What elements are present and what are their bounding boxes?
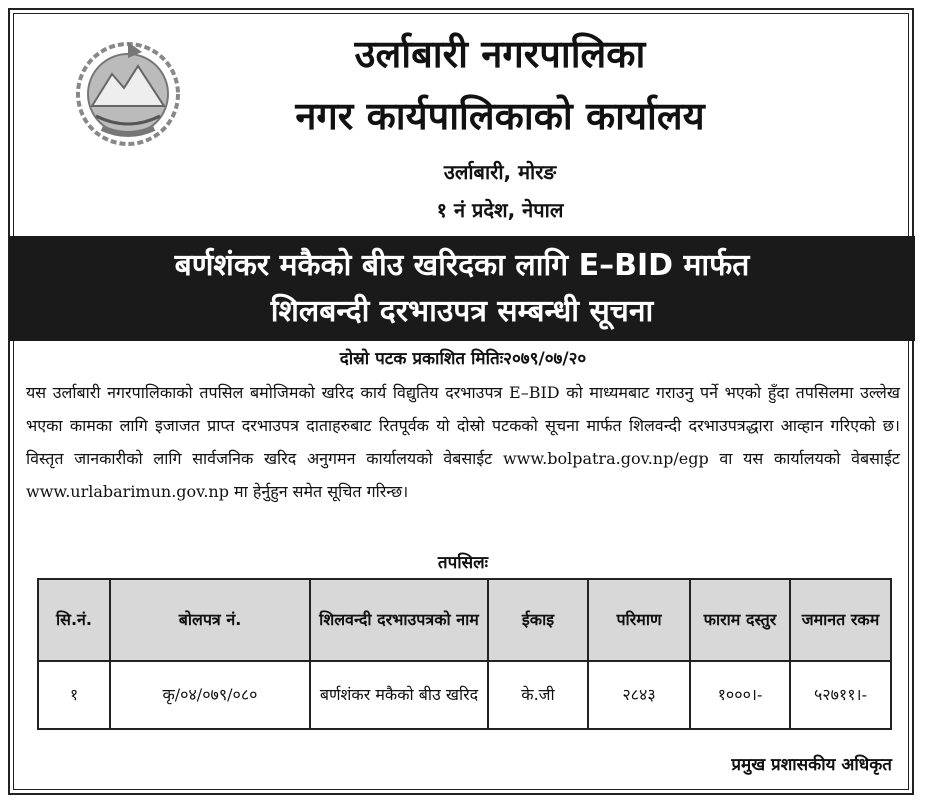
header-bid-no: बोलपत्र नं. — [110, 579, 310, 661]
office-name: नगर कार्यपालिकाको कार्यालय — [295, 94, 705, 138]
tapasil-label: तपसिलः — [437, 553, 489, 573]
header-security: जमानत रकम — [790, 579, 891, 661]
header-name: शिलवन्दी दरभाउपत्रको नाम — [310, 579, 488, 661]
address-line-1: उर्लाबारी, मोरङ — [443, 160, 557, 184]
table-header-row — [38, 579, 891, 661]
cell-form-fee: १०००।- — [690, 661, 790, 729]
publication-date: दोस्रो पटक प्रकाशित मितिः२०७९/०७/२० — [339, 349, 587, 369]
org-name: उर्लाबारी नगरपालिका — [354, 32, 646, 76]
header-form-fee: फाराम दस्तुर — [690, 579, 790, 661]
header-unit: ईकाइ — [488, 579, 588, 661]
cell-name: बर्णशंकर मकैको बीउ खरिद — [310, 661, 488, 729]
cell-sn: १ — [38, 661, 110, 729]
notice-body: यस उर्लाबारी नगरपालिकाको तपसिल बमोजिमको खरिद कार्य विद्युतिय दरभाउपत्र E–BID को माध्यमबाट गराउनु पर्ने भएको हुँदा तपसिलमा उल्लेख भएका कामका लागि इजाजत प्राप्त दरभाउपत्र दाताहरुबाट रितपूर्वक यो दोस्रो पटकको सूचना मार्फत शिलवन्दी दरभाउपत्रद्धारा आव्हान गरिएको छ। विस्तृत जानकारीको लागि सार्वजनिक खरिद अनुगमन कार्यालयको वेबसाईट www.bolpatra.gov.np/egp वा यस कार्यालयको वेबसाईट www.urlabarimun.gov.np मा हेर्नुहुन समेत सूचित गरिन्छ। — [26, 383, 900, 501]
header-sn: सि.नं. — [38, 579, 110, 661]
signer-title: प्रमुख प्रशासकीय अधिकृत — [731, 755, 892, 775]
cell-unit: के.जी — [488, 661, 588, 729]
notice-title-banner — [9, 236, 915, 341]
address-line-2: १ नं प्रदेश, नेपाल — [436, 198, 564, 222]
cell-bid-no: कृ/०४/०७९/०८० — [110, 661, 310, 729]
nepal-emblem-icon — [62, 36, 194, 148]
cell-quantity: २८४३ — [588, 661, 690, 729]
banner-line-2: शिलबन्दी दरभाउपत्र सम्बन्धी सूचना — [270, 294, 654, 329]
header-quantity: परिमाण — [588, 579, 690, 661]
table-row — [38, 661, 891, 729]
bid-details-table — [37, 578, 892, 730]
cell-security: ५२७११।- — [790, 661, 891, 729]
banner-line-1: बर्णशंकर मकैको बीउ खरिदका लागि E–BID मार्फत — [174, 248, 750, 283]
